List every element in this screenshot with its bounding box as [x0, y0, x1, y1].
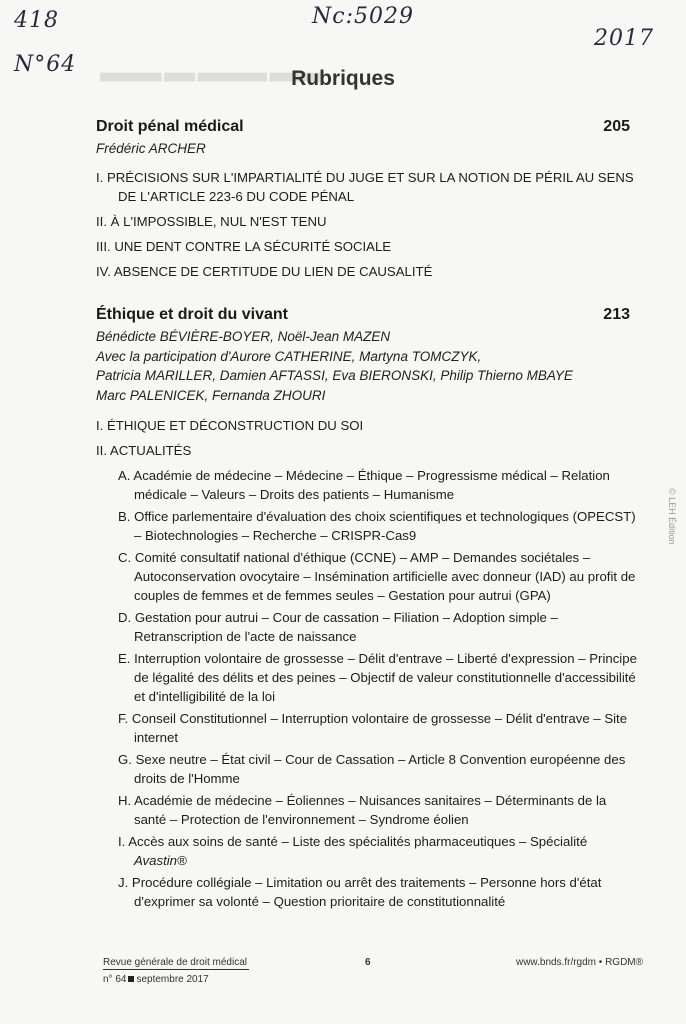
author-line: Marc PALENICEK, Fernanda ZHOURI: [96, 387, 326, 403]
sub-item: [96, 832, 641, 870]
footer-rule: [103, 969, 249, 970]
journal-name: Revue générale de droit médical: [103, 957, 247, 968]
list-item: I. ÉTHIQUE ET DÉCONSTRUCTION DU SOI: [96, 418, 364, 433]
section-page-number: 205: [603, 118, 630, 135]
list-item: III. UNE DENT CONTRE LA SÉCURITÉ SOCIALE: [96, 239, 392, 254]
sub-item: H. Académie de médecine – Éoliennes – Nuisances sanitaires – Déterminants de la santé – Protection de l'environnement – Syndrome éolien: [118, 793, 607, 827]
sub-item: G. Sexe neutre – État civil – Cour de Cassation – Article 8 Convention européenne des droits de l'Homme: [118, 752, 626, 786]
square-bullet-icon: [128, 976, 134, 982]
author-line: Avec la participation d'Aurore CATHERINE, Martyna TOMCZYK,: [96, 348, 482, 364]
sub-item-text: I. Accès aux soins de santé – Liste des spécialités pharmaceutiques – Spécialité: [118, 834, 588, 849]
sub-item: D. Gestation pour autrui – Cour de cassation – Filiation – Adoption simple – Retranscription de l'acte de naissance: [118, 610, 558, 644]
handwritten-reference: Nc:5029: [312, 4, 414, 29]
section-heading-text: Éthique et droit du vivant: [96, 306, 289, 323]
sub-item: C. Comité consultatif national d'éthique (CCNE) – AMP – Demandes sociétales – Autoconservation ovocytaire – Insémination artificielle avec donneur (IAD) au profit de couples de femmes et de femmes seules – Gestation pour autrui (GPA): [118, 550, 636, 603]
author-line: Bénédicte BÉVIÈRE-BOYER, Noël-Jean MAZEN: [96, 329, 391, 344]
list-item: II. ACTUALITÉS: [96, 443, 192, 458]
list-item: IV. ABSENCE DE CERTITUDE DU LIEN DE CAUSALITÉ: [96, 264, 433, 279]
copyright-side-mark: © LEH Édition: [667, 488, 677, 545]
handwritten-number: 418: [14, 8, 59, 33]
page-number: 6: [365, 957, 371, 968]
section-items: [96, 416, 641, 914]
section-heading-ethique: [96, 306, 630, 324]
issue-info: [103, 974, 209, 985]
sub-item-italic: Avastin®: [134, 853, 187, 868]
bleed-through-text: ▆▆▆▆▆▆▆ ▆▆▆▆▆▆▆▆▆ ▆▆▆▆ ▆▆▆▆▆▆▆▆: [100, 71, 324, 82]
page-title: Rubriques: [291, 67, 395, 90]
sub-item: A. Académie de médecine – Médecine – Éthique – Progressisme médical – Relation médicale – Valeurs – Droits des patients – Humanisme: [118, 468, 610, 502]
section-page-number: 213: [603, 306, 630, 323]
sub-item: E. Interruption volontaire de grossesse – Délit d'entrave – Liberté d'expression – Principe de légalité des délits et des peines – Objectif de valeur constitutionnelle d'accessibilité et d'intelligibilité de la loi: [118, 651, 637, 704]
list-item: II. À L'IMPOSSIBLE, NUL N'EST TENU: [96, 214, 327, 229]
author-line: Frédéric ARCHER: [96, 141, 206, 156]
section-heading-text: Droit pénal médical: [96, 118, 244, 135]
issue-number: n° 64: [103, 974, 127, 985]
author-line: Patricia MARILLER, Damien AFTASSI, Eva BIERONSKI, Philip Thierno MBAYE: [96, 368, 573, 383]
sub-item: F. Conseil Constitutionnel – Interruption volontaire de grossesse – Délit d'entrave – Site internet: [118, 711, 628, 745]
section-items: [96, 168, 641, 287]
section-heading-penal: [96, 118, 630, 136]
handwritten-year: 2017: [594, 26, 654, 51]
issue-date: septembre 2017: [136, 974, 209, 985]
section-authors: [96, 327, 616, 405]
sub-item: B. Office parlementaire d'évaluation des choix scientifiques et technologiques (OPECST) – Biotechnologies – Recherche – CRISPR-Cas9: [118, 509, 636, 543]
site-url: www.bnds.fr/rgdm • RGDM®: [515, 957, 643, 968]
sub-item: J. Procédure collégiale – Limitation ou arrêt des traitements – Personne hors d'état d'exprimer sa volonté – Question prioritaire de constitutionnalité: [118, 875, 602, 909]
list-item: I. PRÉCISIONS SUR L'IMPARTIALITÉ DU JUGE ET SUR LA NOTION DE PÉRIL AU SENS DE L'ARTICLE 223-6 DU CODE PÉNAL: [96, 170, 634, 204]
handwritten-issue: N°64: [14, 52, 77, 77]
section-authors: [96, 139, 616, 159]
